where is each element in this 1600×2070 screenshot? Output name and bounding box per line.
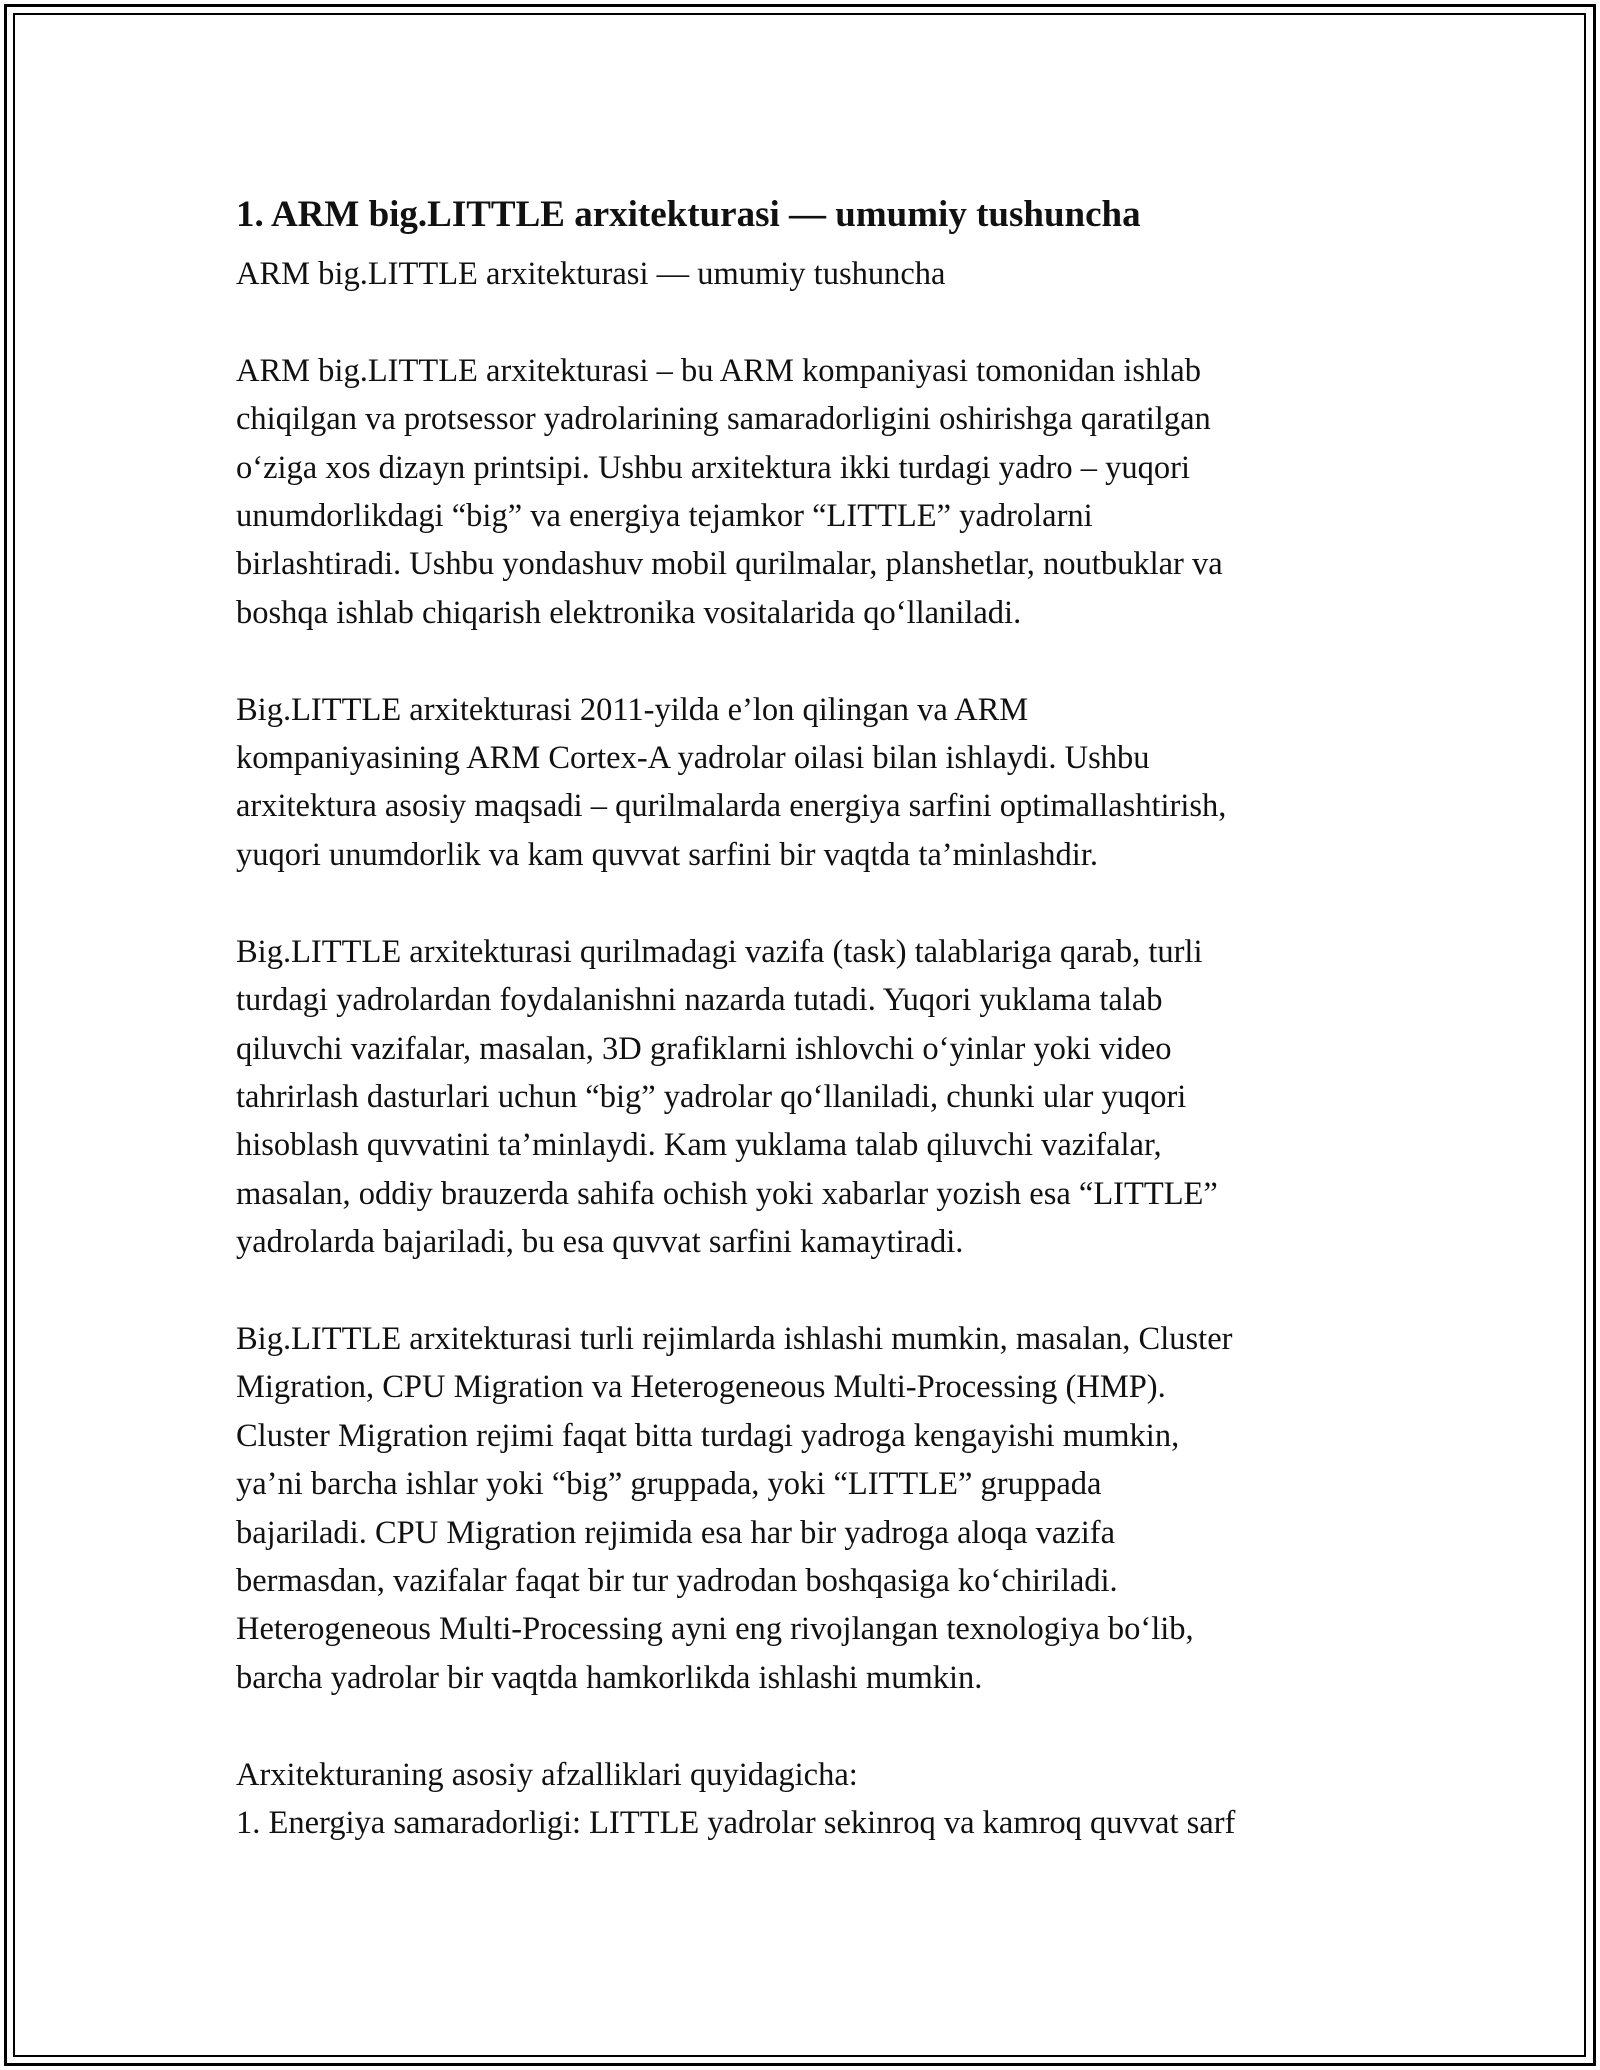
section-heading: 1. ARM big.LITTLE arxitekturasi — umumiy tushuncha bbox=[236, 194, 1141, 235]
section-body-text: ARM big.LITTLE arxitekturasi — umumiy tushuncha ARM big.LITTLE arxitekturasi – bu ARM kompaniyasi tomonidan ishlab chiqilgan va protsessor yadrolarining samaradorligini oshirishga qaratilgan o‘ziga xos dizayn printsipi. Ushbu arxitektura ikki turdagi yadro – yuqori unumdorlikdagi “big” va energiya tejamkor “LITTLE” yadrolarni birlashtiradi. Ushbu yondashuv mobil qurilmalar, planshetlar, noutbuklar va boshqa ishlab chiqarish elektronika vositalarida qo‘llaniladi. Big.LITTLE arxitekturasi 2011-yilda e’lon qilingan va ARM kompaniyasining ARM Cortex-A yadrolar oilasi bilan ishlaydi. Ushbu arxitektura asosiy maqsadi – qurilmalarda energiya sarfini optimallashtirish, yuqori unumdorlik va kam quvvat sarfini bir vaqtda ta’minlashdir. Big.LITTLE arxitekturasi qurilmadagi vazifa (task) talablariga qarab, turli turdagi yadrolardan foydalanishni nazarda tutadi. Yuqori yuklama talab qiluvchi vazifalar, masalan, 3D grafiklarni ishlovchi o‘yinlar yoki video tahrirlash dasturlari uchun “big” yadrolar qo‘llaniladi, chunki ular yuqori hisoblash quvvatini ta’minlaydi. Kam yuklama talab qiluvchi vazifalar, masalan, oddiy brauzerda sahifa ochish yoki xabarlar yozish esa “LITTLE” yadrolarda bajariladi, bu esa quvvat sarfini kamaytiradi. Big.LITTLE arxitekturasi turli rejimlarda ishlashi mumkin, masalan, Cluster Migration, CPU Migration va Heterogeneous Multi-Processing (HMP). Cluster Migration rejimi faqat bitta turdagi yadroga kengayishi mumkin, ya’ni barcha ishlar yoki “big” gruppada, yoki “LITTLE” gruppada bajariladi. CPU Migration rejimida esa har bir yadroga aloqa vazifa bermasdan, vazifalar faqat bir tur yadrodan boshqasiga ko‘chiriladi. Heterogeneous Multi-Processing ayni eng rivojlangan texnologiya bo‘lib, barcha yadrolar bir vaqtda hamkorlikda ishlashi mumkin. Arxitekturaning asosiy afzalliklari quyidagicha: 1. Energiya samaradorligi: LITTLE yadrolar sekinroq va kamroq quvvat sarf bbox=[236, 256, 1236, 1841]
document-content bbox=[236, 190, 1376, 1847]
